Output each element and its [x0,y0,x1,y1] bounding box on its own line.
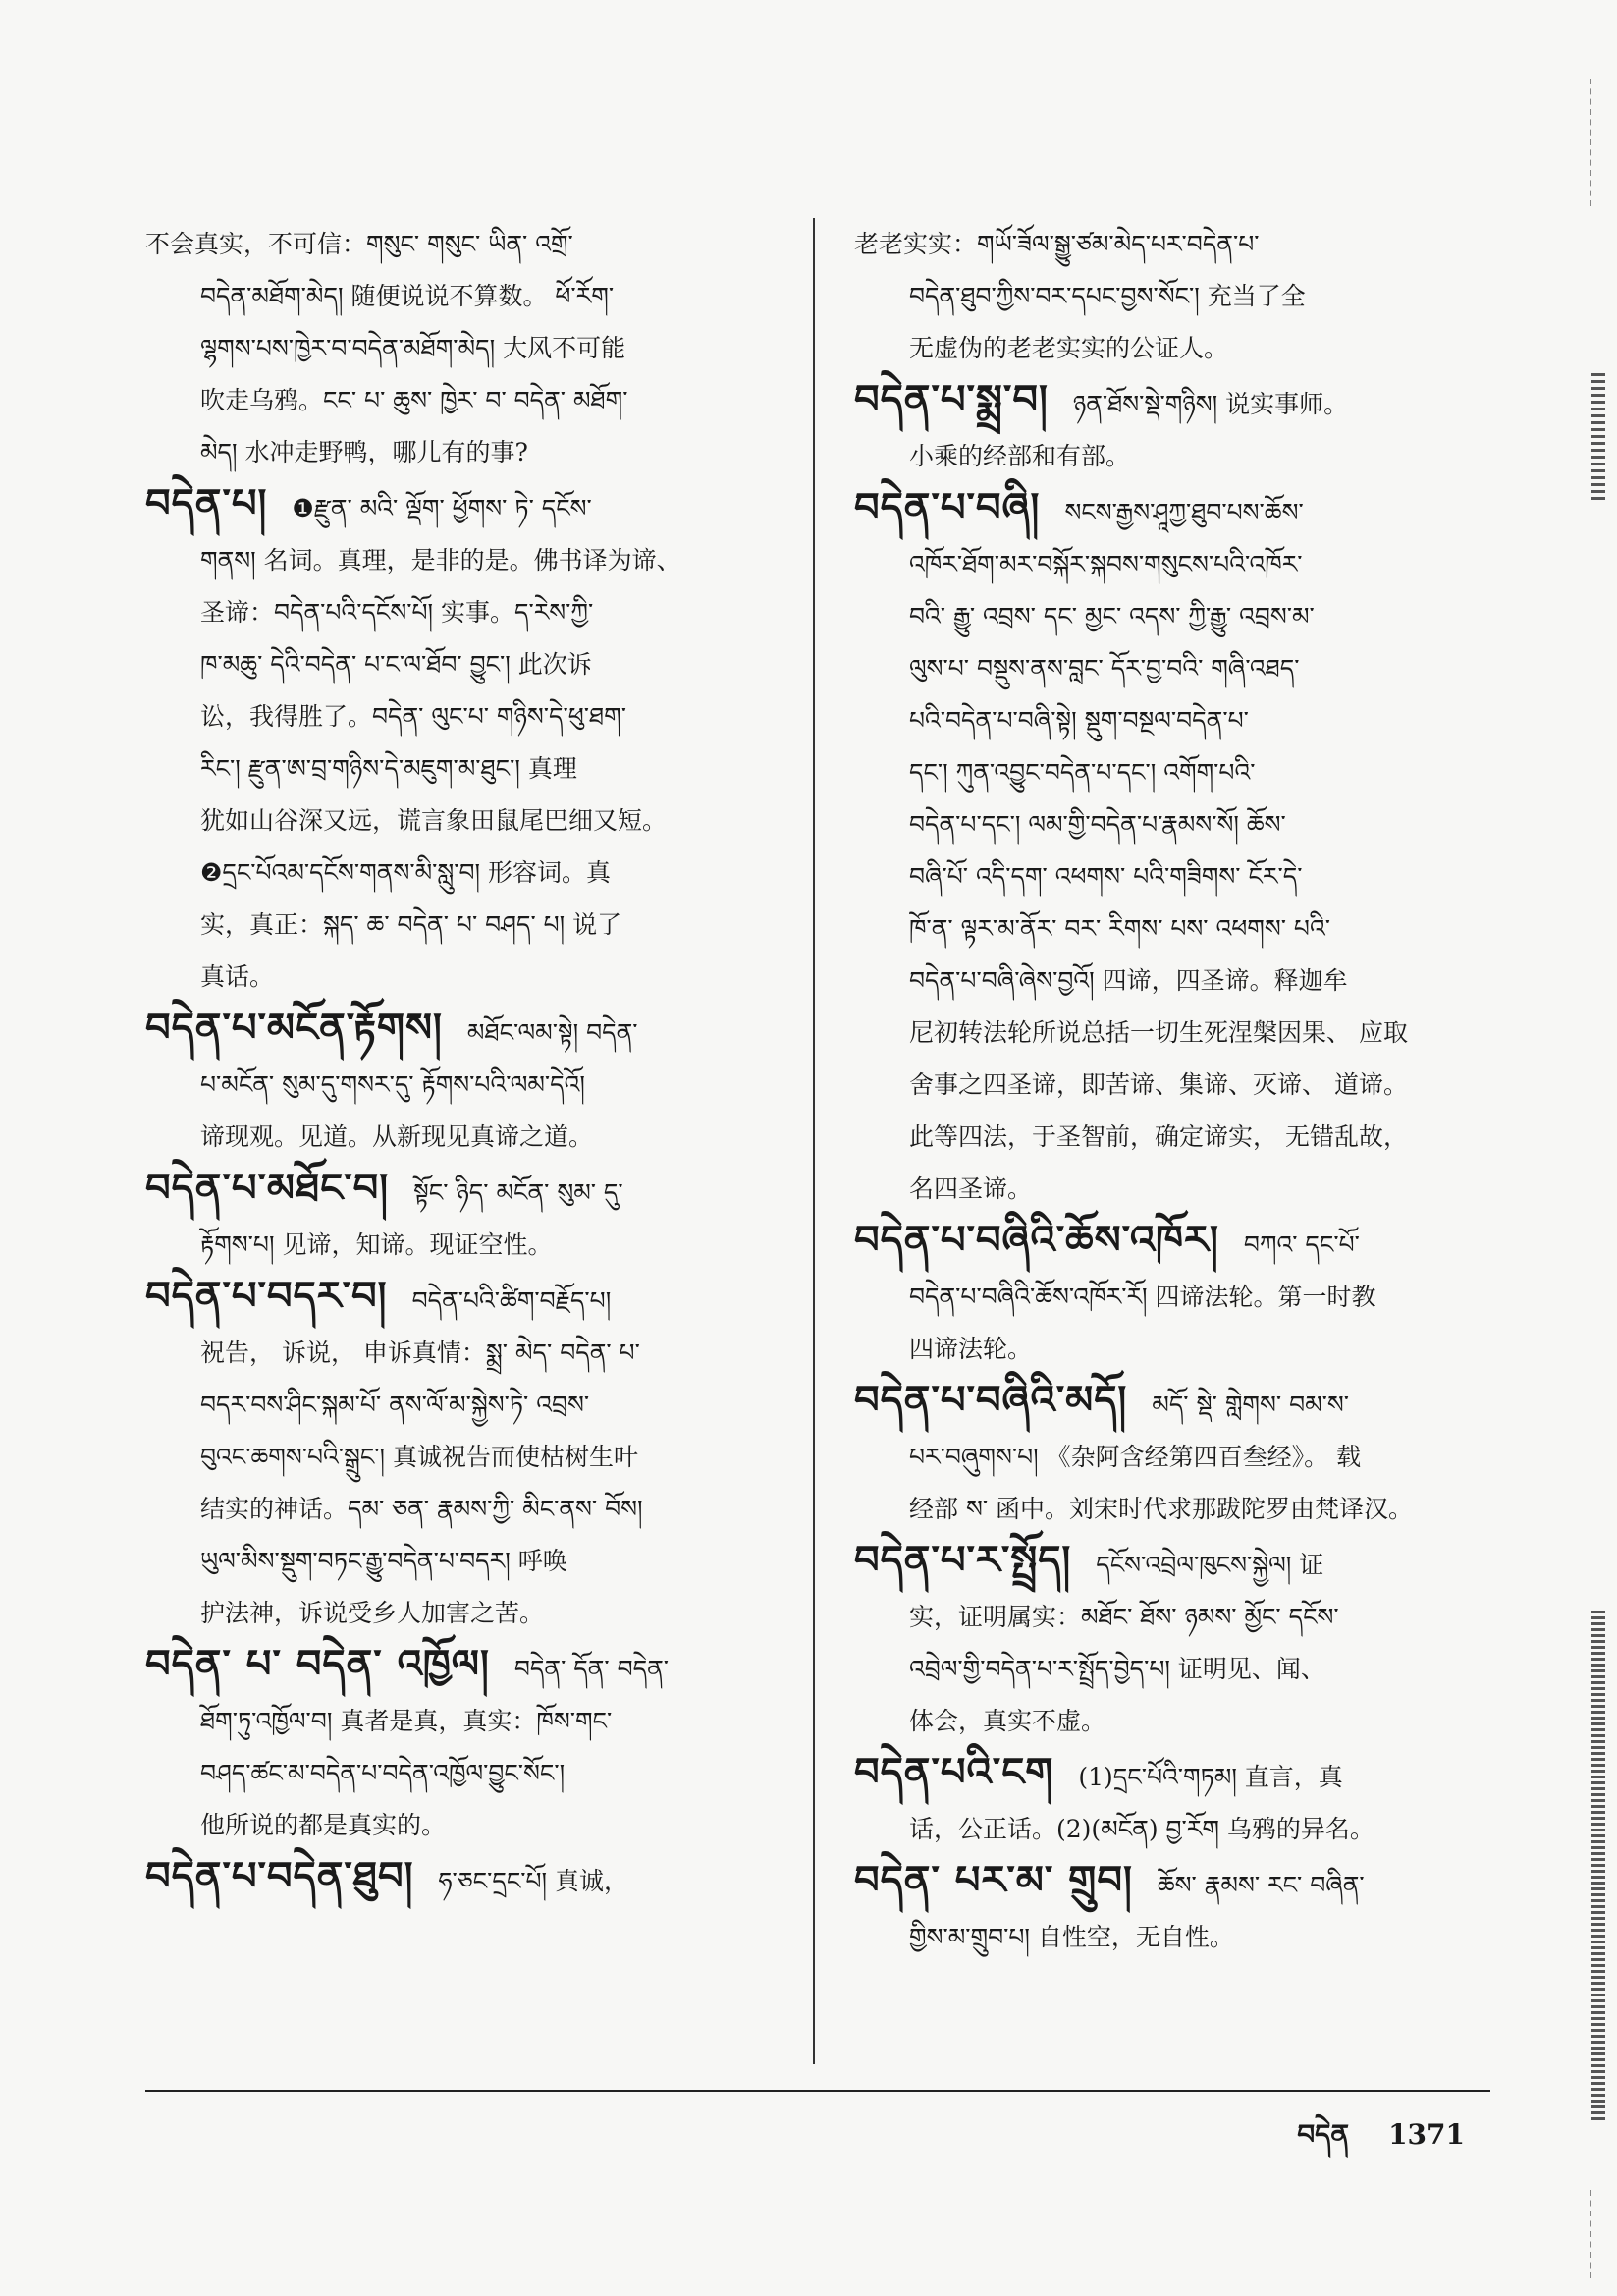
entry-text: རིང་། རྫུན་ཨ་བྲ་གཉིས་དེ་མཇུག་མ་ཐུང་། 真理 [200,754,577,783]
entry-line [854,482,1487,538]
entry-headword: བདེན་པའི་ངག [854,1750,1054,1795]
scan-edge-mark [1591,373,1605,501]
entry-line [854,902,1487,955]
entry-line [145,586,788,638]
entry-line [854,642,1487,694]
entry-text: མདོ་ སྡེ་ གླེགས་ བམ་ས་ [1152,1391,1350,1419]
entry-line [145,690,788,742]
entry-line [145,218,788,270]
entry-headword: བདེན་པ་ར་སྤྲོད། [854,1538,1072,1583]
entry-line [854,1591,1487,1643]
entry-text: 他所说的都是真实的。 [200,1811,447,1839]
entry-text: (1)དྲང་པོའི་གཏམ། 直言，真 [1078,1763,1343,1791]
dictionary-entry [854,482,1487,1215]
entry-text: ཧ་ཅང་དྲང་པོ། 真诚， [438,1867,629,1895]
dictionary-entry [854,1375,1487,1535]
entry-line [854,1695,1487,1747]
entry-text: བཀའ་ དང་པོ་ [1243,1230,1360,1259]
scan-edge-mark [1590,2190,1605,2278]
scan-edge-mark [1591,1611,1605,2121]
entry-line [854,218,1487,270]
entry-text: བདར་བས་ཤིང་སྐམ་པོ་ ནས་ལོ་མ་སྐྱེས་ཏེ་ འབྲས་ [200,1391,590,1419]
entry-headword: བདེན་པ་སྨྲ་བ། [854,377,1049,422]
entry-line [145,1327,788,1379]
entry-text: 此等四法，于圣智前，确定谛实， 无错乱故， [909,1122,1408,1151]
entry-text: 讼，我得胜了。བདེན་ ལུང་པ་ གཉིས་དེ་ཕུ་ཐག་ [200,702,626,731]
entry-headword: བདེན་པ་བཞི། [854,485,1041,530]
entry-line [145,1271,788,1327]
entry-line [145,478,788,534]
entry-text: ཁ་མཆུ་ དེའི་བདེན་ པ་ང་ལ་ཐོབ་ བྱུང་། 此次诉 [200,650,592,679]
entry-line [854,798,1487,850]
entry-text: འཁོར་ཐོག་མར་བསྐོར་སྐབས་གསུངས་པའི་འཁོར་ [909,550,1303,578]
entry-text: མེད། 水冲走野鸭，哪儿有的事? [200,438,528,466]
page-number: 1371 [1388,2118,1465,2151]
entry-text: བུའང་ཆགས་པའི་སྒྲུང་། 真诚祝告而使枯树生叶 [200,1443,639,1471]
entry-line [854,850,1487,902]
entry-text: བདེན་མཐོག་མེད། 随便说说不算数。 ཕོ་རོག་ [200,282,615,310]
entry-text: 老老实实：གཡོ་ཟོལ་སྒྱུ་ཙམ་མེད་པར་བདེན་པ་ [854,230,1260,258]
entry-text: ❷དྲང་པོའམ་དངོས་གནས་མི་སླུ་བ། 形容词。真 [200,858,612,887]
dictionary-entry [145,1163,788,1271]
entry-line [854,746,1487,798]
entry-text: སྟོང་ ཉིད་ མངོན་ སུམ་ དུ་ [413,1178,623,1207]
footer-headword: བདེན [1297,2118,1350,2151]
right-column [854,218,1487,1963]
entry-line [145,270,788,322]
entry-line [145,951,788,1003]
entry-text: 小乘的经部和有部。 [909,442,1131,470]
entry-headword: བདེན་པ་བཞིའི་མདོ། [854,1378,1128,1423]
entry-line [145,1851,788,1907]
entry-line [854,1111,1487,1163]
entry-text: འབྲེལ་གྱི་བདེན་པ་ར་སྤྲོད་བྱེད་པ། 证明见、闻、 [909,1655,1325,1683]
entry-text: 不会真实，不可信：གསུང་ གསུང་ ཡིན་ འགྲོ་ [145,230,573,258]
entry-headword: བདེན་ པ་ བདེན་ འཁྱོལ། [145,1642,490,1687]
entry-line [854,1483,1487,1535]
column-divider [813,218,815,2064]
dictionary-entry [854,218,1487,374]
entry-text: བའི་ རྒྱུ་ འབྲས་ དང་ མྱང་ འདས་ ཀྱི་རྒྱུ་ འབྲས་མ་ [909,602,1315,630]
entry-text: བདེན་པ་བཞིའི་ཆོས་འཁོར་རོ། 四谛法轮。第一时教 [909,1283,1376,1311]
entry-text: ལུས་པ་ བསྡུས་ནས་བླང་ དོར་བྱ་བའི་ གཞི་འཐད་ [909,654,1300,683]
entry-line [145,1059,788,1111]
entry-line [145,322,788,374]
entry-line [854,1803,1487,1855]
entry-text: གྱིས་མ་གྲུབ་པ། 自性空，无自性。 [909,1923,1234,1951]
dictionary-entry [145,1271,788,1639]
entry-line [145,1639,788,1695]
dictionary-entry [854,1535,1487,1747]
entry-text: མཐོང་ལམ་སྟེ། བདེན་ [466,1018,638,1047]
entry-headword: བདེན་པ་མཐོང་བ། [145,1166,390,1211]
entry-text: པར་བཞུགས་པ། 《杂阿含经第四百叁经》。 载 [909,1443,1362,1471]
entry-text: རྟོགས་པ། 见谛，知谛。现证空性。 [200,1230,553,1259]
entry-text: ཉན་ཐོས་སྡེ་གཉིས། 说实事师。 [1072,390,1349,418]
entry-line [854,374,1487,430]
entry-line [145,847,788,899]
entry-text: 话，公正话。(2)(མངོན) བྱ་རོག 乌鸦的异名。 [909,1815,1374,1843]
entry-line [854,1163,1487,1215]
entry-line [854,694,1487,746]
entry-text: 结实的神话。དམ་ ཅན་ རྣམས་ཀྱི་ མིང་ནས་ བོས། [200,1495,643,1523]
left-column [145,218,788,1907]
entry-line [854,1215,1487,1271]
dictionary-entry [854,1215,1487,1375]
entry-text: 尼初转法轮所说总括一切生死涅槃因果、 应取 [909,1018,1408,1047]
footer-rule [145,2090,1490,2092]
entry-line [145,1111,788,1163]
entry-line [854,430,1487,482]
page-footer [1258,2104,1465,2181]
entry-text: 四谛法轮。 [909,1335,1033,1363]
entry-text: བདེན་ཐུབ་ཀྱིས་བར་དཔང་བྱས་སོང་། 充当了全 [909,282,1306,310]
dictionary-entry [145,1003,788,1163]
entry-text: 舍事之四圣谛，即苦谛、集谛、灭谛、 道谛。 [909,1070,1408,1099]
entry-line [854,1375,1487,1431]
entry-line [145,534,788,586]
entry-text: བདེན་པ་བཞི་ཞེས་བྱའོ། 四谛，四圣谛。释迦牟 [909,966,1348,995]
entry-text: ཐོག་ཏུ་འཁྱོལ་བ། 真者是真，真实：ཁོས་གང་ [200,1707,613,1735]
entry-text: ཁོ་ན་ ལྟར་མ་ནོར་ བར་ རིགས་ པས་ འཕགས་ པའི་ [909,914,1330,943]
entry-headword: བདེན་པ་བདར་བ། [145,1274,388,1319]
entry-line [145,742,788,794]
dictionary-entry [145,478,788,1003]
entry-text: གནས། 名词。真理，是非的是。佛书译为谛、 [200,546,681,574]
dictionary-entry [854,374,1487,482]
dictionary-entry [145,1639,788,1851]
entry-line [854,270,1487,322]
dictionary-entry [145,1851,788,1907]
entry-line [145,374,788,426]
dictionary-entry [854,1747,1487,1855]
entry-text: དངོས་འབྲེལ་ཁུངས་སྐྱེལ། 证 [1096,1551,1324,1579]
entry-line [854,1059,1487,1111]
entry-line [854,1855,1487,1911]
dictionary-entry [145,218,788,478]
entry-text: 护法神，诉说受乡人加害之苦。 [200,1599,545,1627]
entry-text: བཤད་ཚང་མ་བདེན་པ་བདེན་འཁྱོལ་བྱུང་སོང་། [200,1759,566,1787]
entry-text: ཡུལ་མིས་སྡུག་བཏང་རྒྱུ་བདེན་པ་བདར། 呼唤 [200,1547,567,1575]
entry-text: 体会，真实不虚。 [909,1707,1106,1735]
entry-line [854,322,1487,374]
entry-text: 犹如山谷深又远，谎言象田鼠尾巴细又短。 [200,806,668,835]
entry-text: བཞི་པོ་ འདི་དག་ འཕགས་ པའི་གཟིགས་ ངོར་དེ་ [909,862,1303,891]
entry-line [145,638,788,690]
entry-headword: བདེན་ པར་མ་ གྲུབ། [854,1858,1133,1903]
entry-line [145,1587,788,1639]
entry-text: 实，真正：སྐད་ ཆ་ བདེན་ པ་ བཤད་ པ། 说了 [200,910,622,939]
entry-line [854,1535,1487,1591]
entry-text: 圣谛：བདེན་པའི་དངོས་པོ། 实事。ད་རེས་ཀྱི་ [200,598,594,627]
entry-text: ཆོས་ རྣམས་ རང་ བཞིན་ [1157,1871,1365,1899]
entry-line [145,1379,788,1431]
scan-edge-mark [1590,79,1605,206]
entry-text: ❶རྫུན་ མའི་ ལྡོག་ ཕྱོགས་ ཏེ་ དངོས་ [292,494,592,522]
entry-line [145,899,788,951]
entry-headword: བདེན་པ་མངོན་རྟོགས། [145,1006,443,1051]
entry-text: པའི་བདེན་པ་བཞི་སྟེ། སྡུག་བསྔལ་བདེན་པ་ [909,706,1249,735]
entry-line [854,955,1487,1007]
entry-line [145,1535,788,1587]
entry-line [145,1695,788,1747]
entry-text: བདེན་པའི་ཚིག་བརྗོད་པ། [411,1286,612,1315]
entry-line [145,426,788,478]
entry-line [145,1799,788,1851]
entry-line [854,1643,1487,1695]
entry-text: 经部 ས་ 函中。刘宋时代求那跋陀罗由梵译汉。 [909,1495,1414,1523]
entry-text: ལྷགས་པས་ཁྱེར་བ་བདེན་མཐོག་མེད། 大风不可能 [200,334,626,362]
entry-text: 无虚伪的老老实实的公证人。 [909,334,1229,362]
entry-text: 祝告， 诉说， 申诉真情：སྨྲ་ མེད་ བདེན་ པ་ [200,1339,640,1367]
entry-line [145,1483,788,1535]
entry-text: བདེན་པ་དང་། ལམ་གྱི་བདེན་པ་རྣམས་སོ། ཆོས་ [909,810,1286,839]
entry-text: པ་མངོན་ སུམ་དུ་གསར་དུ་ རྟོགས་པའི་ལམ་དེའོ། [200,1070,585,1099]
entry-line [854,1271,1487,1323]
entry-line [145,1747,788,1799]
dictionary-entry [854,1855,1487,1963]
entry-line [854,1323,1487,1375]
entry-text: 实，证明属实：མཐོང་ ཐོས་ ཉམས་ མྱོང་ དངོས་ [909,1603,1339,1631]
entry-text: 名四圣谛。 [909,1175,1033,1203]
entry-headword: བདེན་པ། [145,481,268,526]
entry-headword: བདེན་པ་བཞིའི་ཆོས་འཁོར། [854,1218,1219,1263]
entry-headword: བདེན་པ་བདེན་ཐུབ། [145,1854,414,1899]
entry-text: སངས་རྒྱས་ཤཱཀྱ་ཐུབ་པས་ཆོས་ [1064,498,1304,526]
entry-text: 吹走乌鸦。ངང་ པ་ ཆུས་ ཁྱེར་ བ་ བདེན་ མཐོག་ [200,386,628,414]
entry-line [145,794,788,847]
entry-text: 真话。 [200,962,275,991]
entry-line [854,1431,1487,1483]
entry-line [854,538,1487,590]
entry-line [854,1007,1487,1059]
entry-line [145,1431,788,1483]
entry-line [854,1747,1487,1803]
entry-text: 谛现观。见道。从新现见真谛之道。 [200,1122,594,1151]
entry-text: བདེན་ དོན་ བདེན་ [513,1655,670,1683]
entry-text: དང་། ཀུན་འབྱུང་བདེན་པ་དང་། འགོག་པའི་ [909,758,1256,787]
entry-line [145,1219,788,1271]
entry-line [145,1003,788,1059]
entry-line [854,1911,1487,1963]
entry-line [145,1163,788,1219]
entry-line [854,590,1487,642]
